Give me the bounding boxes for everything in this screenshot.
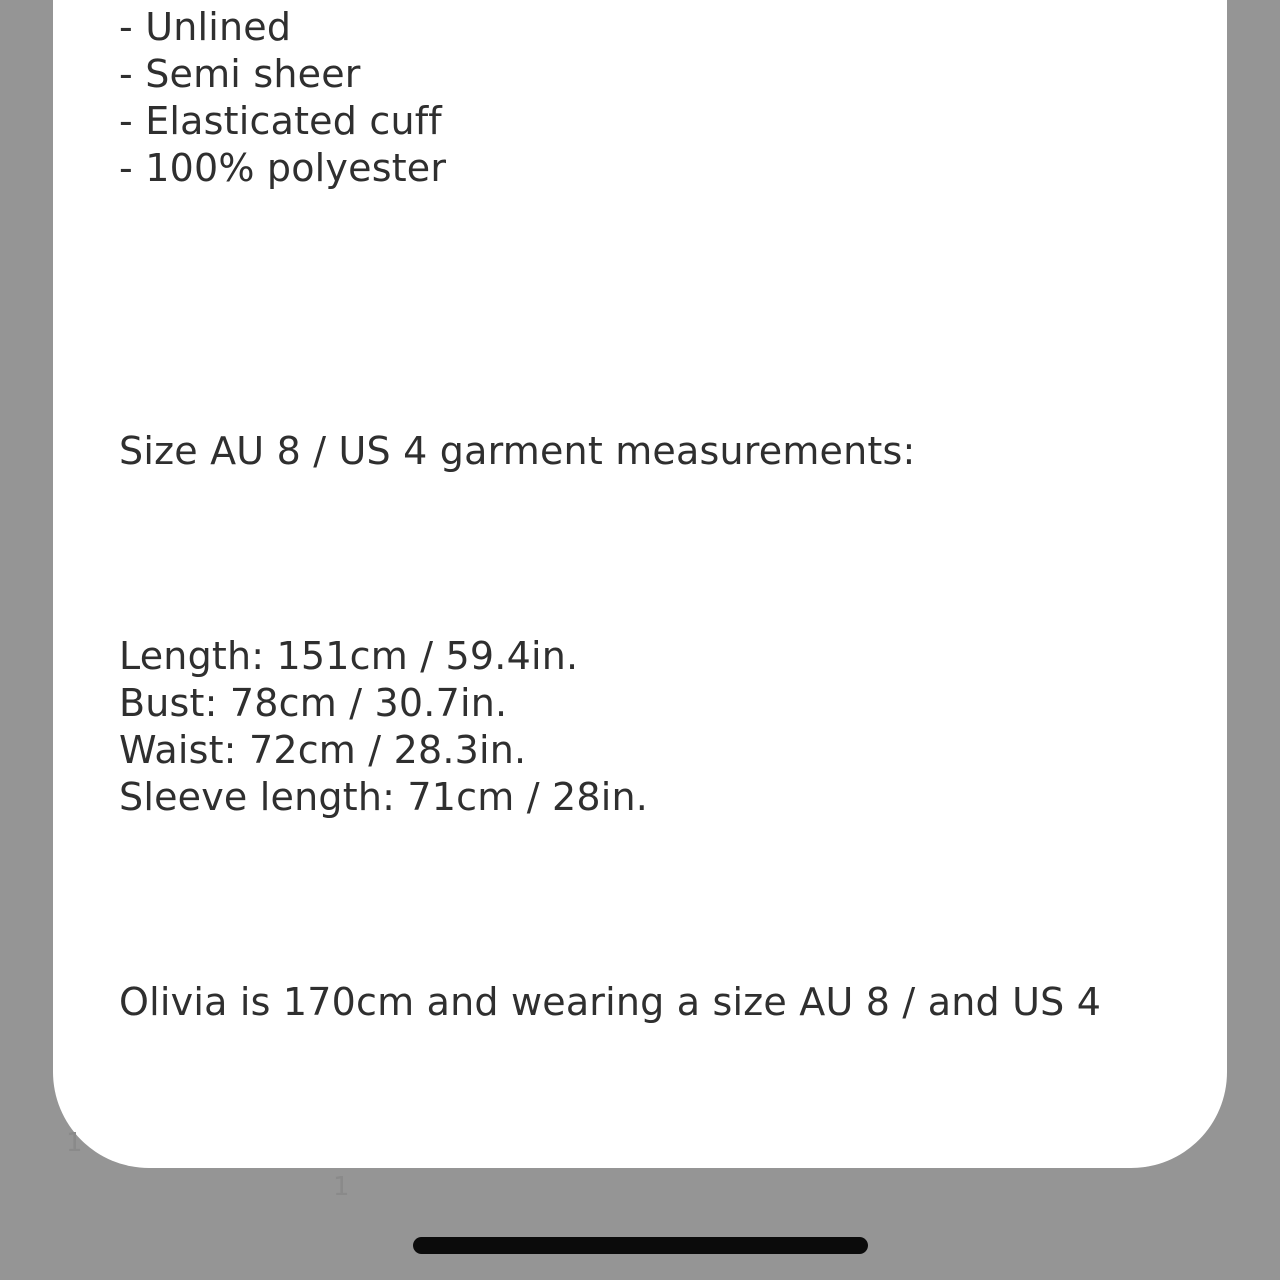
size-heading: Size AU 8 / US 4 garment measurements: (119, 429, 916, 473)
home-indicator[interactable] (413, 1237, 868, 1254)
measurement-sleeve-length: Sleeve length: 71cm / 28in. (119, 775, 649, 819)
feature-item-elasticated-cuff: - Elasticated cuff (119, 99, 442, 143)
measurement-waist: Waist: 72cm / 28.3in. (119, 728, 527, 772)
feature-item-unlined: - Unlined (119, 5, 292, 49)
measurement-length: Length: 151cm / 59.4in. (119, 634, 579, 678)
feature-item-semi-sheer: - Semi sheer (119, 52, 361, 96)
model-note: Olivia is 170cm and wearing a size AU 8 / and US 4 (119, 980, 1102, 1024)
background-digit: 1 (66, 1128, 83, 1158)
feature-item-polyester: - 100% polyester (119, 146, 447, 190)
background-digit: 1 (333, 1172, 350, 1202)
measurement-bust: Bust: 78cm / 30.7in. (119, 681, 508, 725)
